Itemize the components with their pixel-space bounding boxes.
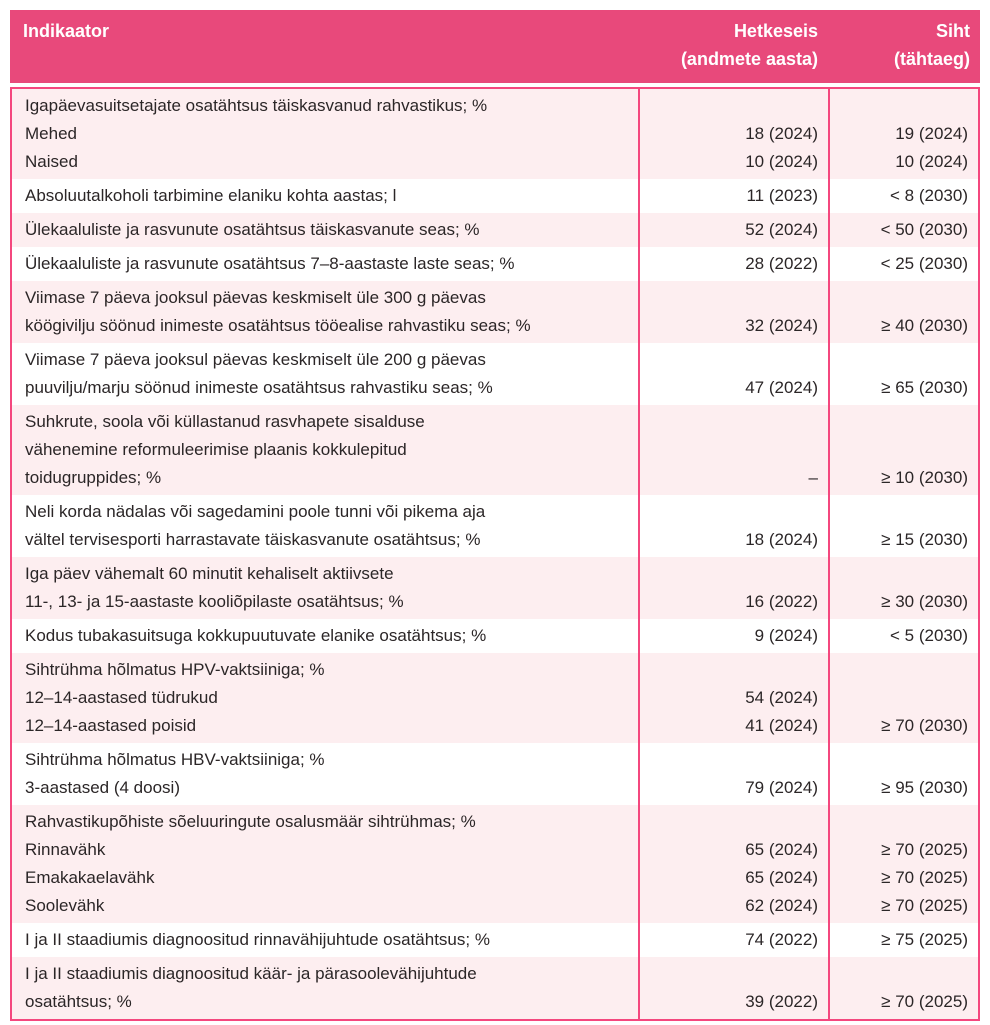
current-value-cell-line: 16 (2022) — [745, 592, 818, 611]
target-value-cell-line — [830, 960, 968, 988]
target-value-cell — [828, 495, 978, 557]
target-value-cell-line: ≥ 70 (2030) — [881, 716, 968, 735]
indicator-cell-line: köögivilju söönud inimeste osatähtsus tööealise rahvastiku seas; % — [25, 316, 531, 335]
current-value-cell — [638, 405, 828, 495]
table-row — [12, 743, 978, 805]
indicator-cell — [12, 89, 638, 179]
indicator-cell — [12, 557, 638, 619]
target-value-cell-line — [830, 808, 968, 836]
indicator-cell-line: I ja II staadiumis diagnoositud rinnavähijuhtude osatähtsus; % — [25, 930, 490, 949]
target-value-cell-line — [830, 498, 968, 526]
indicator-cell-line: 11-, 13- ja 15-aastaste kooliõpilaste osatähtsus; % — [25, 592, 404, 611]
indicator-cell — [12, 343, 638, 405]
target-value-cell — [828, 805, 978, 923]
target-value-cell-line: ≥ 15 (2030) — [881, 530, 968, 549]
target-value-cell — [828, 281, 978, 343]
current-value-cell-line: 52 (2024) — [745, 220, 818, 239]
indicator-cell-line: vähenemine reformuleerimise plaanis kokkulepitud — [25, 440, 407, 459]
indicator-cell-line: Sihtrühma hõlmatus HPV-vaktsiiniga; % — [25, 660, 325, 679]
indicator-cell — [12, 923, 638, 957]
target-value-cell — [828, 405, 978, 495]
target-value-cell — [828, 89, 978, 179]
target-value-cell-line — [830, 284, 968, 312]
indicator-cell — [12, 653, 638, 743]
current-value-cell-line — [640, 746, 818, 774]
current-value-cell-line — [640, 346, 818, 374]
table-row — [12, 495, 978, 557]
column-header-current — [638, 18, 828, 74]
column-header-target — [828, 18, 980, 74]
table-row — [12, 557, 978, 619]
current-value-cell-line — [640, 92, 818, 120]
current-value-cell — [638, 923, 828, 957]
current-value-cell-line: 9 (2024) — [754, 626, 818, 645]
indicators-table — [10, 10, 980, 1021]
target-value-cell-line: < 8 (2030) — [890, 186, 968, 205]
target-value-cell-line: ≥ 75 (2025) — [881, 930, 968, 949]
table-row — [12, 923, 978, 957]
indicator-cell-line: 12–14-aastased tüdrukud — [25, 688, 218, 707]
indicator-cell-line: Mehed — [25, 124, 77, 143]
table-body — [10, 87, 980, 1021]
current-value-cell — [638, 805, 828, 923]
indicator-cell-line: Viimase 7 päeva jooksul päevas keskmiselt üle 300 g päevas — [25, 288, 486, 307]
current-value-cell-line: 39 (2022) — [745, 992, 818, 1011]
target-value-cell-line — [830, 560, 968, 588]
current-value-cell-line: 18 (2024) — [745, 530, 818, 549]
current-value-cell-line — [640, 498, 818, 526]
indicator-cell — [12, 247, 638, 281]
target-value-cell-line: ≥ 70 (2025) — [881, 868, 968, 887]
target-value-cell-line — [830, 346, 968, 374]
table-row — [12, 957, 978, 1019]
indicator-cell-line: puuvilju/marju söönud inimeste osatähtsus rahvastiku seas; % — [25, 378, 493, 397]
table-row — [12, 343, 978, 405]
indicator-cell-line: vältel tervisesporti harrastavate täiskasvanute osatähtsus; % — [25, 530, 481, 549]
table-row — [12, 213, 978, 247]
current-value-cell-line — [640, 408, 818, 436]
indicator-cell-line: Iga päev vähemalt 60 minutit kehaliselt aktiivsete — [25, 564, 394, 583]
indicator-cell-line: Ülekaaluliste ja rasvunute osatähtsus 7–8-aastaste laste seas; % — [25, 254, 515, 273]
indicator-cell-line: 3-aastased (4 doosi) — [25, 778, 180, 797]
table-row — [12, 179, 978, 213]
indicator-cell-line: Viimase 7 päeva jooksul päevas keskmiselt üle 200 g päevas — [25, 350, 486, 369]
target-value-cell — [828, 743, 978, 805]
target-value-cell-line — [830, 656, 968, 684]
current-value-cell — [638, 557, 828, 619]
target-value-cell-line: ≥ 70 (2025) — [881, 840, 968, 859]
current-value-cell-line: 65 (2024) — [745, 840, 818, 859]
indicator-cell-line: Absoluutalkoholi tarbimine elaniku kohta aastas; l — [25, 186, 397, 205]
target-value-cell — [828, 343, 978, 405]
indicator-cell — [12, 179, 638, 213]
target-value-cell-line — [830, 408, 968, 436]
current-value-cell-line — [640, 560, 818, 588]
indicator-cell — [12, 405, 638, 495]
table-row — [12, 89, 978, 179]
indicator-cell-line: 12–14-aastased poisid — [25, 716, 197, 735]
current-value-cell-line: 11 (2023) — [746, 186, 818, 205]
indicator-cell-line: Emakakaelavähk — [25, 868, 155, 887]
indicator-cell-line: Suhkrute, soola või küllastanud rasvhapete sisalduse — [25, 412, 425, 431]
target-value-cell — [828, 213, 978, 247]
indicator-cell-line: Soolevähk — [25, 896, 105, 915]
target-value-cell-line: ≥ 30 (2030) — [881, 592, 968, 611]
target-value-cell-line: ≥ 95 (2030) — [881, 778, 968, 797]
current-value-cell-line: 28 (2022) — [745, 254, 818, 273]
target-value-cell — [828, 557, 978, 619]
table-row — [12, 619, 978, 653]
current-value-cell — [638, 495, 828, 557]
indicator-cell-line: Naised — [25, 152, 78, 171]
target-value-cell-line: < 50 (2030) — [880, 220, 968, 239]
table-row — [12, 805, 978, 923]
current-value-cell — [638, 743, 828, 805]
indicator-cell-line: Neli korda nädalas või sagedamini poole tunni või pikema aja — [25, 502, 486, 521]
target-value-cell-line: ≥ 10 (2030) — [881, 468, 968, 487]
target-value-cell-line: ≥ 65 (2030) — [881, 378, 968, 397]
indicator-cell-line: toidugruppides; % — [25, 468, 162, 487]
current-value-cell-line — [640, 284, 818, 312]
current-value-cell — [638, 281, 828, 343]
target-value-cell-line: ≥ 40 (2030) — [881, 316, 968, 335]
current-value-cell — [638, 653, 828, 743]
current-value-cell-line — [640, 960, 818, 988]
indicator-cell — [12, 805, 638, 923]
target-value-cell-line: < 5 (2030) — [890, 626, 968, 645]
target-value-cell-line: ≥ 70 (2025) — [881, 992, 968, 1011]
indicator-cell-line: Sihtrühma hõlmatus HBV-vaktsiiniga; % — [25, 750, 325, 769]
target-value-cell-line — [830, 746, 968, 774]
target-value-cell-line: ≥ 70 (2025) — [881, 896, 968, 915]
target-value-cell-line: 10 (2024) — [895, 152, 968, 171]
target-value-cell-line: < 25 (2030) — [880, 254, 968, 273]
table-header — [10, 10, 980, 83]
current-value-cell — [638, 213, 828, 247]
indicator-cell-line: I ja II staadiumis diagnoositud käär- ja pärasoolevähijuhtude — [25, 964, 477, 983]
target-value-cell-line — [830, 92, 968, 120]
indicator-cell — [12, 495, 638, 557]
current-value-cell — [638, 619, 828, 653]
target-value-cell-line — [830, 436, 968, 464]
current-value-cell — [638, 343, 828, 405]
indicator-cell-line: Rinnavähk — [25, 840, 106, 859]
indicator-cell — [12, 281, 638, 343]
current-value-cell-line: 74 (2022) — [745, 930, 818, 949]
current-value-cell-line: – — [808, 468, 818, 487]
indicator-cell-line: Ülekaaluliste ja rasvunute osatähtsus täiskasvanute seas; % — [25, 220, 480, 239]
indicator-cell-line: Igapäevasuitsetajate osatähtsus täiskasvanud rahvastikus; % — [25, 96, 488, 115]
indicator-cell — [12, 743, 638, 805]
target-value-cell — [828, 957, 978, 1019]
current-value-cell-line: 32 (2024) — [745, 316, 818, 335]
target-value-cell — [828, 247, 978, 281]
indicator-cell-line: osatähtsus; % — [25, 992, 132, 1011]
indicator-cell — [12, 213, 638, 247]
target-value-cell — [828, 619, 978, 653]
column-header-target-line2: (tähtaeg) — [894, 49, 970, 69]
indicator-cell-line: Rahvastikupõhiste sõeluuringute osalusmäär sihtrühmas; % — [25, 812, 476, 831]
current-value-cell-line: 47 (2024) — [745, 378, 818, 397]
target-value-cell-line — [830, 684, 968, 712]
column-header-target-line1: Siht — [936, 21, 970, 41]
column-header-current-line1: Hetkeseis — [733, 21, 818, 41]
target-value-cell — [828, 653, 978, 743]
table-row — [12, 281, 978, 343]
column-header-indicator: Indikaator — [23, 21, 110, 41]
current-value-cell — [638, 179, 828, 213]
current-value-cell-line: 79 (2024) — [745, 778, 818, 797]
current-value-cell-line — [640, 436, 818, 464]
target-value-cell-line: 19 (2024) — [895, 124, 968, 143]
current-value-cell-line — [640, 808, 818, 836]
target-value-cell — [828, 923, 978, 957]
column-header-current-line2: (andmete aasta) — [680, 49, 818, 69]
current-value-cell-line: 10 (2024) — [745, 152, 818, 171]
current-value-cell-line — [640, 656, 818, 684]
current-value-cell — [638, 957, 828, 1019]
table-row — [12, 247, 978, 281]
target-value-cell — [828, 179, 978, 213]
indicator-cell — [12, 957, 638, 1019]
current-value-cell-line: 41 (2024) — [745, 716, 818, 735]
current-value-cell-line: 62 (2024) — [745, 896, 818, 915]
current-value-cell-line: 54 (2024) — [745, 688, 818, 707]
current-value-cell — [638, 89, 828, 179]
table-row — [12, 405, 978, 495]
current-value-cell-line: 65 (2024) — [745, 868, 818, 887]
indicator-cell-line: Kodus tubakasuitsuga kokkupuutuvate elanike osatähtsus; % — [25, 626, 487, 645]
current-value-cell — [638, 247, 828, 281]
current-value-cell-line: 18 (2024) — [745, 124, 818, 143]
indicator-cell — [12, 619, 638, 653]
table-row — [12, 653, 978, 743]
